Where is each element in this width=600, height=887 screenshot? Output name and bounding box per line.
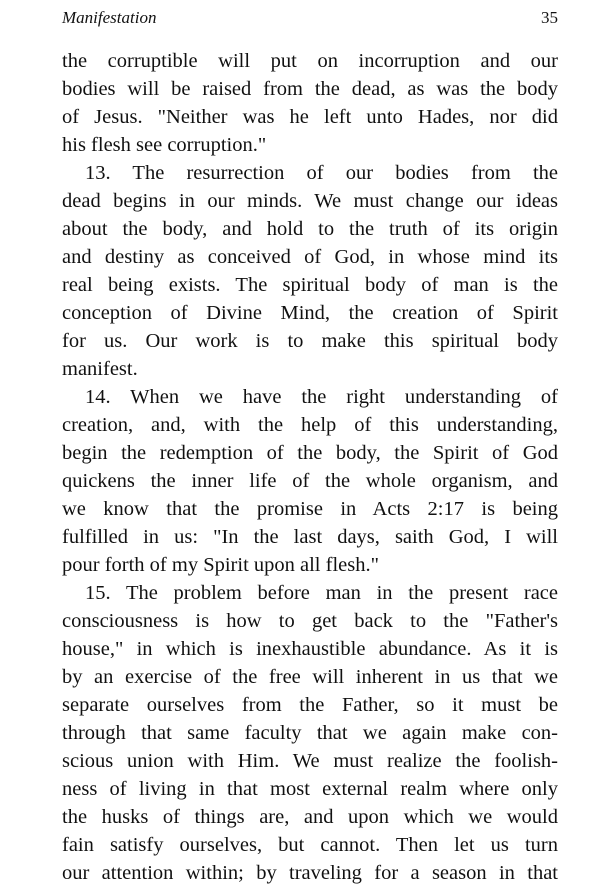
page-number: 35 (541, 8, 558, 27)
text-line: his flesh see corruption." (62, 134, 267, 156)
text-line: the husks of things are, and upon which we would (62, 806, 558, 828)
running-head (62, 8, 558, 30)
text-line: bodies will be raised from the dead, as was the body (62, 78, 558, 100)
text-line: ness of living in that most external realm where only (62, 778, 558, 800)
text-line: pour forth of my Spirit upon all flesh." (62, 554, 379, 576)
text-line: through that same faculty that we again make con- (62, 722, 558, 744)
text-line: 15. The problem before man in the present race (85, 582, 558, 604)
text-line: for us. Our work is to make this spiritual body (62, 330, 558, 352)
text-line: begin the redemption of the body, the Spirit of God (62, 442, 558, 464)
text-line: consciousness is how to get back to the "Father's (62, 610, 558, 632)
text-line: fain satisfy ourselves, but cannot. Then let us turn (62, 834, 558, 856)
text-line: manifest. (62, 358, 138, 380)
text-line: by an exercise of the free will inherent in us that we (62, 666, 558, 688)
text-line: the corruptible will put on incorruption and our (62, 50, 558, 72)
running-title: Manifestation (62, 8, 157, 27)
text-line: 14. When we have the right understanding of (85, 386, 558, 408)
text-line: and destiny as conceived of God, in whose mind its (62, 246, 558, 268)
text-line: of Jesus. "Neither was he left unto Hades, nor did (62, 106, 558, 128)
body-text (62, 47, 558, 887)
text-line: creation, and, with the help of this understanding, (62, 414, 558, 436)
text-line: house," in which is inexhaustible abundance. As it is (62, 638, 558, 660)
text-line: real being exists. The spiritual body of man is the (62, 274, 558, 296)
text-line: conception of Divine Mind, the creation of Spirit (62, 302, 558, 324)
text-line: scious union with Him. We must realize the foolish- (62, 750, 558, 772)
text-line: dead begins in our minds. We must change our ideas (62, 190, 558, 212)
text-line: separate ourselves from the Father, so it must be (62, 694, 558, 716)
text-line: about the body, and hold to the truth of its origin (62, 218, 558, 240)
text-line: 13. The resurrection of our bodies from the (85, 162, 558, 184)
text-line: our attention within; by traveling for a season in that (62, 862, 558, 884)
text-line: quickens the inner life of the whole organism, and (62, 470, 558, 492)
text-line: fulfilled in us: "In the last days, saith God, I will (62, 526, 558, 548)
text-line: we know that the promise in Acts 2:17 is being (62, 498, 558, 520)
